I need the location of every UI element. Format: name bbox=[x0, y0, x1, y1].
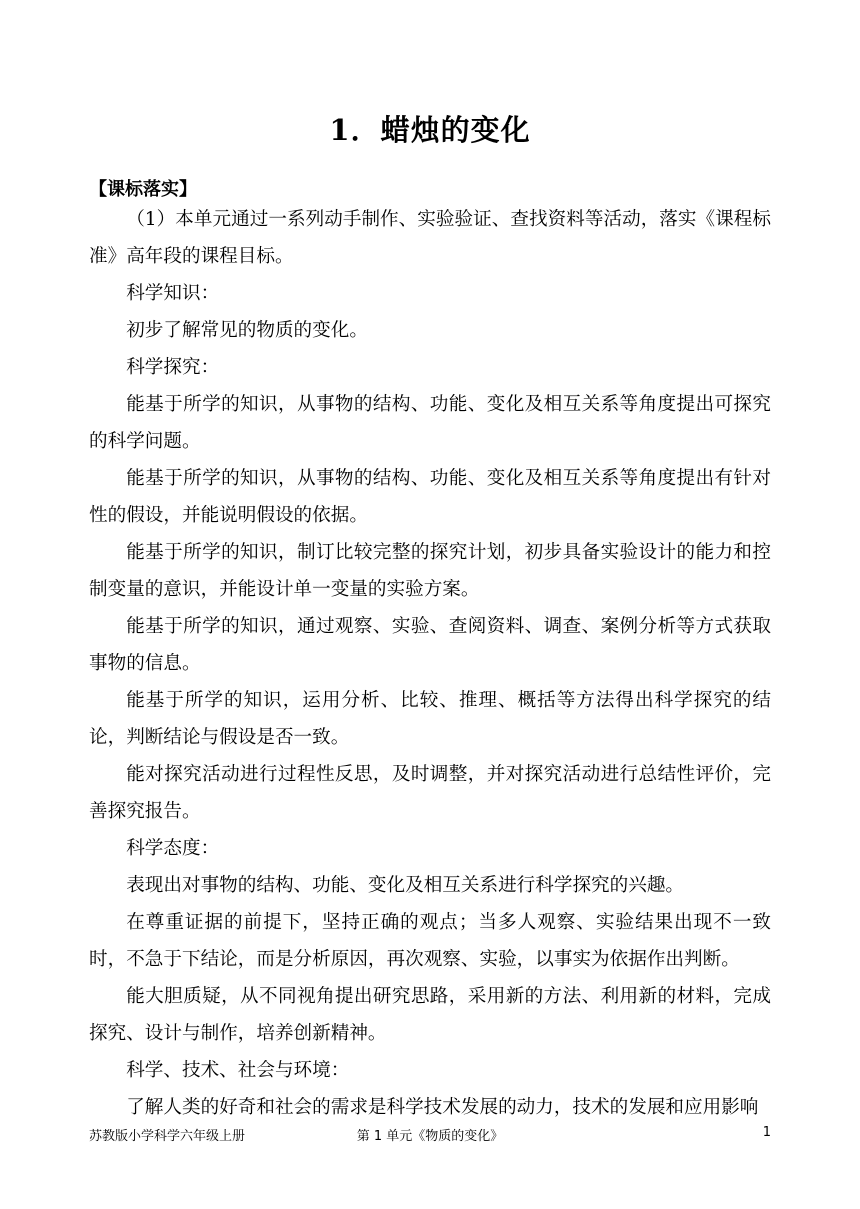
page-title: 1．蜡烛的变化 bbox=[329, 113, 531, 147]
page-footer bbox=[89, 1125, 771, 1145]
body-text bbox=[89, 201, 771, 1126]
paragraph: 能大胆质疑，从不同视角提出研究思路，采用新的方法、利用新的材料，完成探究、设计与制作，培养创新精神。 bbox=[89, 986, 771, 1044]
section-heading: 【课标落实】 bbox=[89, 179, 197, 200]
paragraph: 了解人类的好奇和社会的需求是科学技术发展的动力，技术的发展和应用影响 bbox=[126, 1097, 759, 1118]
paragraph: 科学探究： bbox=[126, 357, 220, 378]
paragraph: 能基于所学的知识，制订比较完整的探究计划，初步具备实验设计的能力和控制变量的意识，并能设计单一变量的实验方案。 bbox=[89, 542, 771, 600]
paragraph: 能基于所学的知识，通过观察、实验、查阅资料、调查、案例分析等方式获取事物的信息。 bbox=[89, 616, 771, 674]
paragraph: 能对探究活动进行过程性反思，及时调整，并对探究活动进行总结性评价，完善探究报告。 bbox=[89, 764, 771, 822]
paragraph: 能基于所学的知识，从事物的结构、功能、变化及相互关系等角度提出有针对性的假设，并能说明假设的依据。 bbox=[89, 468, 771, 526]
paragraph: 科学态度： bbox=[126, 838, 220, 859]
paragraph: 能基于所学的知识，从事物的结构、功能、变化及相互关系等角度提出可探究的科学问题。 bbox=[89, 394, 771, 452]
paragraph: 在尊重证据的前提下，坚持正确的观点；当多人观察、实验结果出现不一致时，不急于下结论，而是分析原因，再次观察、实验，以事实为依据作出判断。 bbox=[89, 912, 771, 970]
footer-book-title: 苏教版小学科学六年级上册 bbox=[89, 1129, 246, 1144]
page-number: 1 bbox=[762, 1125, 771, 1140]
paragraph: 表现出对事物的结构、功能、变化及相互关系进行科学探究的兴趣。 bbox=[126, 875, 685, 896]
paragraph: 科学、技术、社会与环境： bbox=[126, 1060, 350, 1081]
paragraph: 科学知识： bbox=[126, 283, 220, 304]
paragraph: 能基于所学的知识，运用分析、比较、推理、概括等方法得出科学探究的结论，判断结论与假设是否一致。 bbox=[89, 690, 771, 748]
footer-unit-title: 第 1 单元《物质的变化》 bbox=[356, 1129, 504, 1144]
paragraph: 初步了解常见的物质的变化。 bbox=[126, 320, 368, 341]
paragraph: （1）本单元通过一系列动手制作、实验验证、查找资料等活动，落实《课程标准》高年段的课程目标。 bbox=[89, 209, 771, 267]
